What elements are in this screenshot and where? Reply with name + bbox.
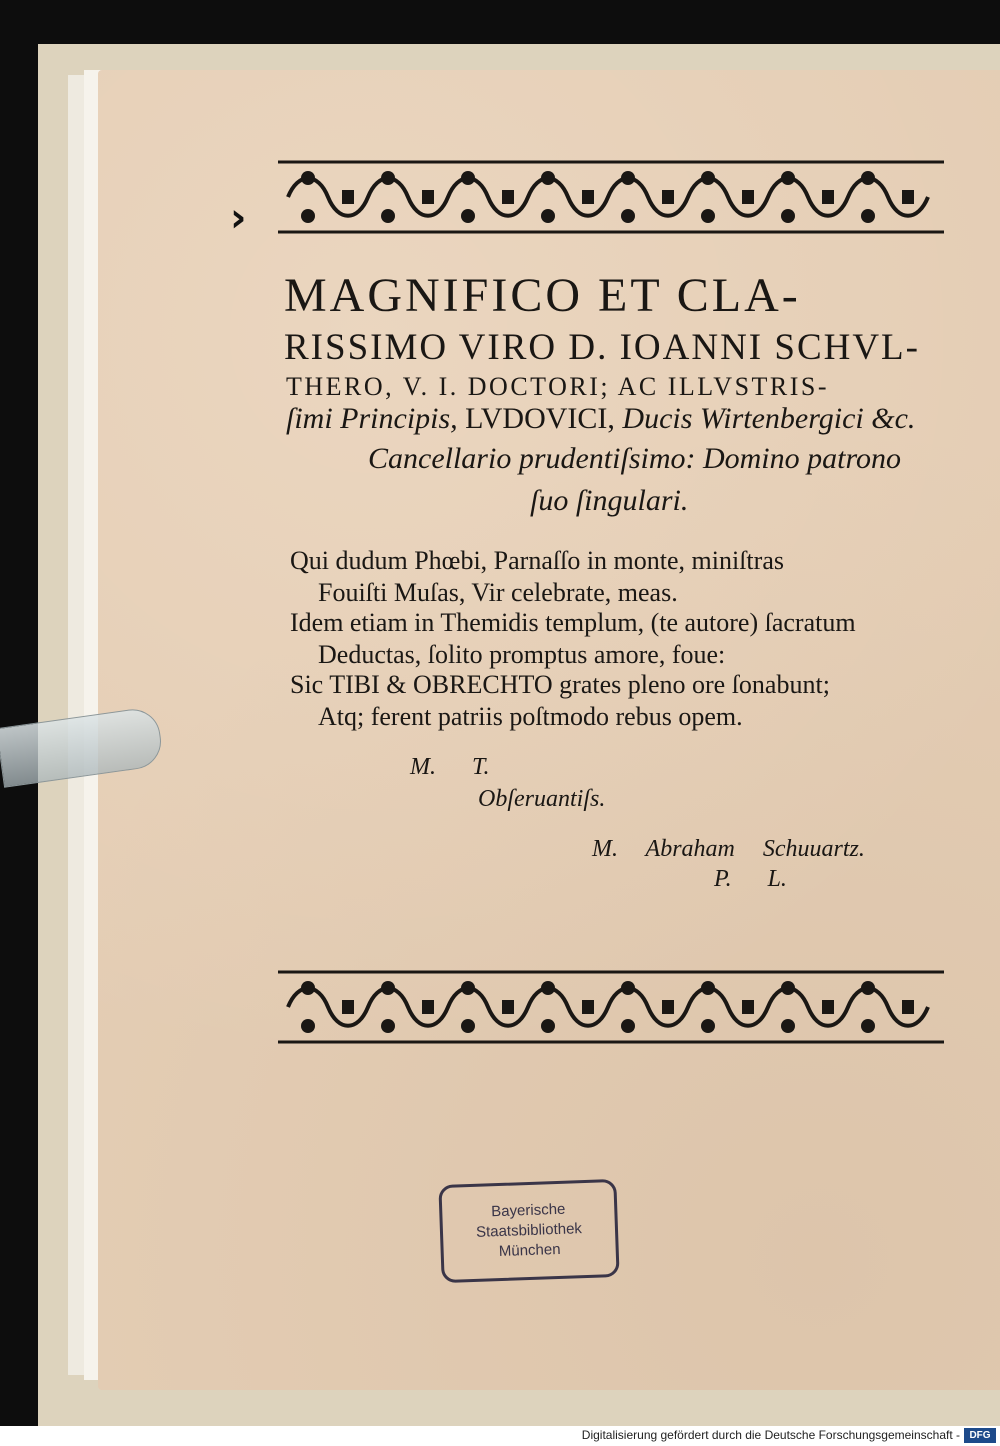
title-line-4-part-b: LVDOVICI, (465, 402, 615, 435)
title-line-4 (286, 402, 966, 436)
ornament-top-icon (278, 156, 944, 238)
stamp-line-3: München (498, 1240, 561, 1261)
ornament-bottom-icon (278, 966, 944, 1048)
title-line-1: MAGNIFICO ET CLA- (284, 269, 801, 322)
verse-line: Sic TIBI & OBRECHTO grates pleno ore ſonabunt; (290, 670, 830, 699)
stamp-line-1: Bayerische (490, 1200, 566, 1221)
title-line-4-part-a: ſimi Principis, (286, 402, 466, 435)
title-line-5: Cancellario prudentiſsimo: Domino patrono (368, 442, 902, 475)
title-line-6: ſuo ſingulari. (530, 484, 689, 517)
title-line-3: THERO, V. I. DOCTORI; AC ILLVSTRIS- (286, 372, 830, 401)
verse-line: Deductas, ſolito promptus amore, foue: (318, 640, 726, 669)
verse-line: Fouiſti Muſas, Vir celebrate, meas. (318, 578, 678, 607)
signature-pl: P. L. (714, 866, 787, 892)
footer-credit: Digitalisierung gefördert durch die Deutsche Forschungsgemeinschaft - (581, 1428, 960, 1442)
stamp-line-2: Staatsbibliothek (475, 1220, 583, 1241)
verse-line: Qui dudum Phœbi, Parnaſſo in monte, miniſtras (290, 546, 784, 575)
pointer-mark-icon: › (230, 195, 247, 241)
verse-line: Atq; ferent patriis poſtmodo rebus opem. (318, 702, 743, 731)
signature-observantiss: Obſeruantiſs. (478, 786, 606, 812)
signature-author: M. Abraham Schuuartz. (592, 836, 865, 862)
signature-initials: M. T. (410, 754, 490, 780)
library-stamp (438, 1179, 619, 1283)
ornament-band-bottom (278, 966, 944, 1048)
ornament-band-top (278, 156, 944, 238)
verse-line: Idem etiam in Themidis templum, (te autore) ſacratum (290, 608, 856, 637)
title-line-4-part-c: Ducis Wirtenbergici &c. (614, 402, 916, 435)
dfg-logo: DFG (964, 1428, 996, 1443)
title-line-2: RISSIMO VIRO D. IOANNI SCHVL- (284, 327, 920, 368)
